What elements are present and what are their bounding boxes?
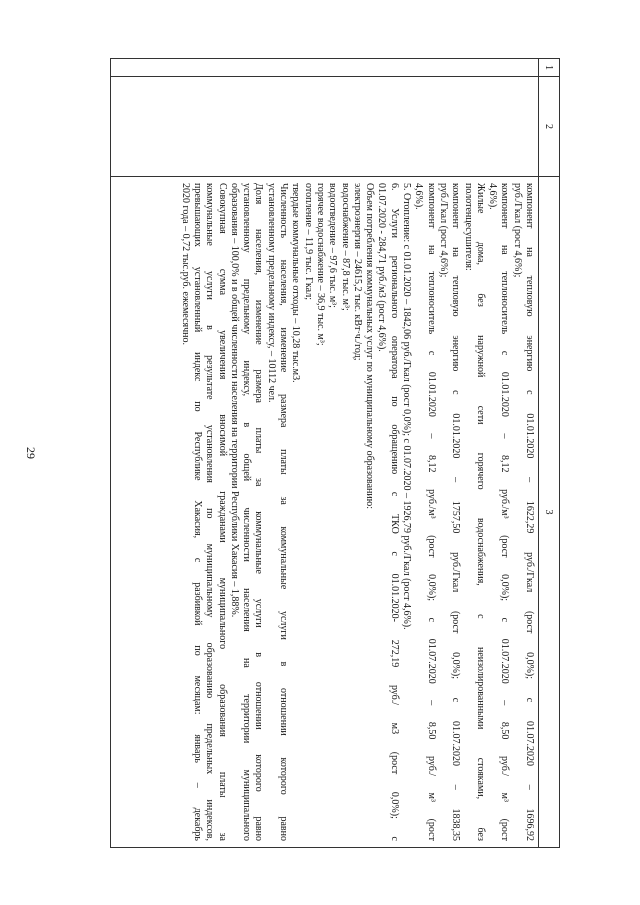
text-line: компонент на теплоноситель с 01.01.2020 – 8,12 руб./м³ (рост 0,0%); с 01.07.2020 – 8,50 руб./ м³ (рост <box>425 183 437 841</box>
column-header-3: 3 <box>539 177 560 848</box>
text-line: руб./Гкал (рост 4,6%); <box>511 183 523 278</box>
column-header-2: 2 <box>539 77 560 177</box>
text-line: компонент на тепловую энергию с 01.01.2020 – 1757,50 руб./Гкал (рост 0,0%); с 01.07.2020 – 1838,35 <box>450 183 462 841</box>
column-header-1: 1 <box>539 59 560 77</box>
text-line: 6. Услуги регионального оператора по обращению с ТКО с 01.01.2020- 272,19 руб./ м3 (рост 0,0%); с <box>388 183 400 841</box>
text-line: горячее водоснабжение – 36,9 тыс. м³; <box>314 183 326 346</box>
text-line: водоотведение – 97,6 тыс. м³; <box>327 183 339 308</box>
text-line: 01.07.2020 - 284,71 руб./м3 (рост 4,6%). <box>376 183 388 352</box>
text-line: отопление – 11,9 тыс. Гкал; <box>302 183 314 300</box>
text-line: руб./Гкал (рост 4,6%); <box>437 183 449 278</box>
text-line: компонент на теплоноситель с 01.01.2020 – 8,12 руб./м³ (рост 0,0%); с 01.07.2020 – 8,50 руб./ м³ (рост <box>499 183 511 841</box>
text-line: установленному предельному индексу, в общей численности населения на территории муниципального <box>241 183 253 841</box>
text-line: коммунальные услуги в результате установления по муниципальному образованию предельных индексов, <box>204 183 216 841</box>
document-table <box>110 58 560 848</box>
text-line: твердые коммунальные отходы – 10,28 тыс.м3. <box>290 183 302 383</box>
text-line: Численность населения, изменение размера платы за коммунальные услуги в отношении которого равно <box>278 183 290 841</box>
text-line: Жилые дома, без наружной сети горячего водоснабжения, с неизолированными стояками, без <box>474 183 486 841</box>
table-body-row <box>111 59 539 848</box>
text-line: 4,6%). <box>413 183 425 210</box>
text-line: Объем потребления коммунальных услуг по муниципальному образованию: <box>364 183 376 509</box>
text-line: образования – 100,0% и в общей численности населения на территории Республики Хакасия – 1,88%. <box>228 183 240 618</box>
text-line: компонент на тепловую энергию с 01.01.2020 – 1622,29 руб./Гкал (рост 0,0%); с 01.07.2020 – 1696,92 <box>524 183 535 841</box>
text-line: электроэнергия – 24615,2 тыс. кВт·ч./год; <box>351 183 363 361</box>
text-line: Совокупная сумма увеличения вносимой гражданами муниципального образования платы за <box>216 183 228 841</box>
cell-text <box>178 177 538 847</box>
text-line: превышающих установленный индекс по Республике Хакасия, с разбивкой по месяцам: январь – декабрь <box>191 183 203 841</box>
table-header-row <box>539 59 560 848</box>
text-line: 2020 года – 0,72 тыс.руб. ежемесячно. <box>179 183 191 346</box>
table-cell-col3 <box>111 177 539 848</box>
text-line: установленному предельному индексу, – 10112 чел. <box>265 183 277 403</box>
page-number: 29 <box>24 447 38 459</box>
text-line: 5. Отопление: с 01.01.2020 – 1842,06 руб./Гкал (рост 0,0%); с 01.07.2020 – 1926,79 руб./Гкал (рост 4,6%). <box>401 183 413 630</box>
table-cell-col1 <box>111 59 539 77</box>
text-line: 4,6%). <box>487 183 499 210</box>
table-cell-col2 <box>111 77 539 177</box>
rotated-table-container <box>110 58 560 848</box>
text-line: полотенцесушителя: <box>462 183 474 271</box>
text-line: водоснабжение – 87,8 тыс. м³; <box>339 183 351 311</box>
text-line: Доля населения, изменение размера платы за коммунальные услуги в отношении которого равно <box>253 183 265 841</box>
